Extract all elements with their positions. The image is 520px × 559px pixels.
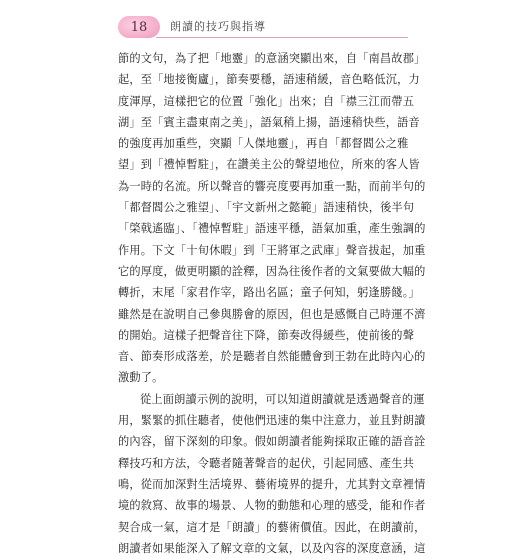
text-line: 「棨戟遙臨」、「禮悼暫駐」語速平穩，語氣加重，產生強調的 (118, 222, 426, 236)
text-line: 朗讀者如果能深入了解文章的文氣，以及內容的深度意涵，這 (118, 541, 426, 555)
page-body (118, 48, 426, 559)
text-line: 從上面朗讀示例的說明，可以知道朗讀就是透過聲音的運 (140, 392, 425, 406)
text-line: 契合成一氣，這才是「朗讀」的藝術價值。因此，在朗讀前， (118, 520, 426, 534)
text-line: 境的敘寫、故事的場景、人物的動態和心理的感受，能和作者 (118, 499, 426, 513)
text-line: 的開始。這樣子把聲音往下降，節奏改得緩些，使前後的聲 (118, 328, 415, 342)
text-line: 用，緊緊的抓住聽者，使他們迅速的集中注意力，並且對朗讀 (118, 414, 426, 428)
text-line: 節的文句，為了把「地靈」的意涵突顯出來，自「南昌故郡」 (118, 52, 426, 65)
paragraph-2 (118, 389, 426, 559)
text-line: 雖然是在說明自己參與勝會的原因，但也是感慨自己時運不濟 (118, 307, 426, 321)
text-line: 為一時的名流。所以聲音的響亮度要再加重一點，而前半句的 (118, 179, 426, 193)
text-line: 望」到「禮悼暫駐」，在讚美主公的聲望地位，所來的客人皆 (118, 158, 420, 172)
text-line: 它的厚度，做更明顯的詮釋，因為往後作者的文氣要做大幅的 (118, 264, 426, 278)
page-header (118, 16, 408, 38)
text-line: 作用。下文「十旬休暇」到「王將軍之武庫」聲音拔起，加重 (118, 243, 426, 257)
text-line: 激動了。 (118, 371, 164, 385)
page-number-badge: 18 (118, 16, 160, 38)
text-line: 釋技巧和方法，令聽者隨著聲音的起伏，引起同感、產生共 (118, 456, 415, 470)
text-line: 音、節奏形成落差，於是聽者自然能體會到王勃在此時內心的 (118, 350, 426, 364)
text-line: 湖」至「賓主盡東南之美」，語氣稍上揚，語速稍快些，語音 (118, 115, 420, 129)
text-line: 的強度再加重些，突顯「人傑地靈」，再自「都督閻公之雅 (118, 137, 409, 151)
running-book-title: 朗讀的技巧與指導 (170, 20, 266, 33)
text-line: 的內容，留下深刻的印象。假如朗讀者能夠採取正確的語音詮 (118, 435, 426, 449)
header-rule (156, 37, 408, 38)
text-line: 起，至「地接衡廬」，節奏要穩，語速稍緩，音色略低沉，力 (118, 73, 420, 87)
paragraph-1 (118, 48, 426, 389)
text-line: 轉折，末尾「家君作宰，路出名區；童子何知，躬逢勝餞。」 (118, 286, 420, 300)
text-line: 鳴，從而加深對生活境界、藝術境界的提升，尤其對文章裡情 (118, 477, 426, 491)
text-line: 「都督閻公之雅望」、「宇文新州之懿範」語速稍快，後半句 (118, 201, 415, 215)
text-line: 度渾厚，這樣把它的位置「強化」出來；自「襟三江而帶五 (118, 94, 415, 108)
